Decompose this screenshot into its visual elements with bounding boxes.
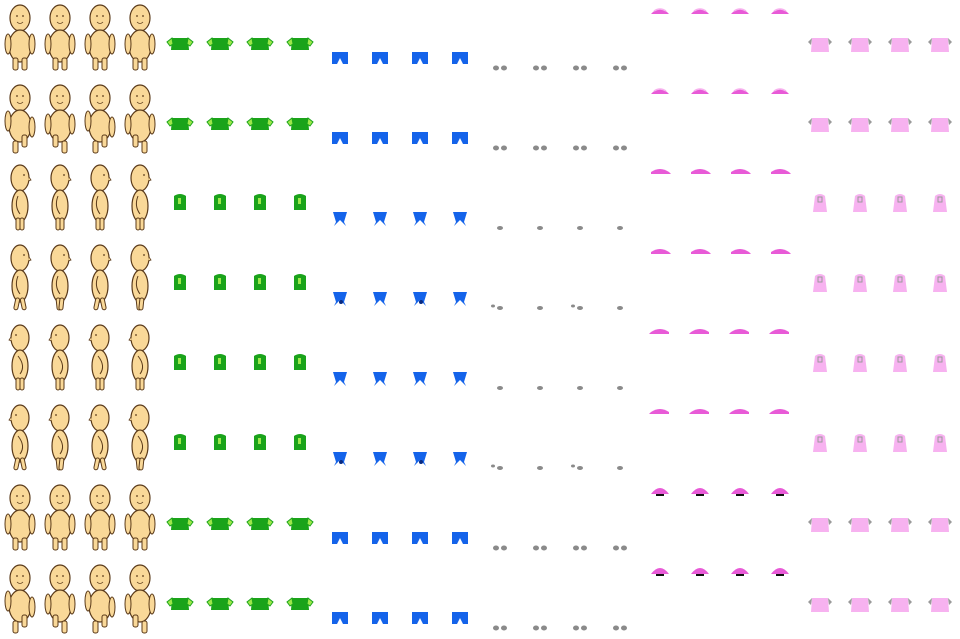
pants-sprite <box>413 372 427 386</box>
hat-sprite <box>651 169 671 174</box>
hat-sprite <box>771 169 791 174</box>
dress-sprite <box>848 598 872 612</box>
shirt-sprite <box>167 518 193 530</box>
dress-sprite <box>853 354 867 372</box>
sprite-row-front-walk <box>5 85 952 153</box>
dress-sprite <box>888 38 912 52</box>
shoes-sprite <box>533 626 547 631</box>
sprite-row-right-walk <box>9 405 947 470</box>
dress-sprite <box>848 118 872 132</box>
body-sprite <box>131 245 151 310</box>
pants-sprite <box>453 452 467 466</box>
pants-sprite <box>452 612 468 624</box>
shoes-sprite <box>493 146 507 151</box>
shirt-sprite <box>247 518 273 530</box>
body-sprite <box>131 165 151 230</box>
shoes-sprite <box>493 626 507 631</box>
body-sprite <box>45 485 75 550</box>
shoes-sprite <box>537 386 543 390</box>
shirt-sprite <box>214 274 226 290</box>
body-sprite <box>51 165 71 230</box>
hat-sprite <box>771 9 789 14</box>
hat-sprite <box>651 249 671 254</box>
sprite-row-left-walk <box>11 245 947 310</box>
dress-sprite <box>808 598 832 612</box>
hat-sprite <box>771 568 789 576</box>
pants-sprite <box>453 212 467 226</box>
sprite-row-back-walk <box>5 565 952 633</box>
body-sprite <box>11 165 31 230</box>
body-sprite <box>5 5 35 70</box>
hat-sprite <box>691 169 711 174</box>
shirt-sprite <box>167 118 193 130</box>
dress-sprite <box>928 38 952 52</box>
pants-sprite <box>332 612 348 624</box>
sprite-row-back-idle <box>5 485 952 551</box>
sprite-row-left-idle <box>11 165 947 230</box>
body-sprite <box>89 405 109 470</box>
shirt-sprite <box>174 434 186 450</box>
shoes-sprite <box>533 66 547 71</box>
pants-sprite <box>373 212 387 226</box>
sprite-row-front-idle <box>5 5 952 71</box>
pants-sprite <box>333 292 347 306</box>
pants-sprite <box>412 132 428 144</box>
hat-sprite <box>691 89 709 94</box>
dress-sprite <box>888 518 912 532</box>
dress-sprite <box>928 118 952 132</box>
pants-sprite <box>453 372 467 386</box>
body-sprite <box>9 405 29 470</box>
shirt-sprite <box>214 434 226 450</box>
shirt-sprite <box>294 274 306 290</box>
hat-sprite <box>651 568 669 576</box>
shoes-sprite <box>497 386 503 390</box>
hat-sprite <box>691 568 709 576</box>
body-sprite <box>5 565 35 633</box>
shirt-sprite <box>214 194 226 210</box>
shirt-sprite <box>287 118 313 130</box>
dress-sprite <box>933 194 947 212</box>
body-sprite <box>129 405 149 470</box>
dress-sprite <box>933 354 947 372</box>
shoes-sprite <box>617 226 623 230</box>
pants-sprite <box>372 52 388 64</box>
shirt-sprite <box>254 274 266 290</box>
hat-sprite <box>731 249 751 254</box>
body-sprite <box>125 485 155 550</box>
hat-sprite <box>649 409 669 414</box>
shoes-sprite <box>571 305 583 311</box>
hat-sprite <box>771 488 789 496</box>
body-sprite <box>85 5 115 70</box>
body-sprite <box>85 565 115 633</box>
dress-sprite <box>813 194 827 212</box>
shirt-sprite <box>294 354 306 370</box>
shoes-sprite <box>533 146 547 151</box>
shirt-sprite <box>174 354 186 370</box>
body-sprite <box>5 85 35 153</box>
dress-sprite <box>853 194 867 212</box>
shoes-sprite <box>577 226 583 230</box>
shoes-sprite <box>491 305 503 311</box>
shirt-sprite <box>254 194 266 210</box>
dress-sprite <box>848 518 872 532</box>
pants-sprite <box>332 532 348 544</box>
hat-sprite <box>769 409 789 414</box>
hat-sprite <box>651 488 669 496</box>
body-sprite <box>45 565 75 633</box>
body-sprite <box>125 5 155 70</box>
dress-sprite <box>888 118 912 132</box>
pants-sprite <box>333 212 347 226</box>
hat-sprite <box>689 329 709 334</box>
shoes-sprite <box>491 465 503 471</box>
shoes-sprite <box>617 386 623 390</box>
shirt-sprite <box>207 518 233 530</box>
shirt-sprite <box>287 38 313 50</box>
shirt-sprite <box>207 38 233 50</box>
shoes-sprite <box>613 146 627 151</box>
pants-sprite <box>332 132 348 144</box>
pants-sprite <box>452 132 468 144</box>
shirt-sprite <box>287 598 313 610</box>
dress-sprite <box>893 354 907 372</box>
shoes-sprite <box>493 546 507 551</box>
shirt-sprite <box>287 518 313 530</box>
pants-sprite <box>372 612 388 624</box>
body-sprite <box>49 325 69 390</box>
hat-sprite <box>651 89 669 94</box>
shoes-sprite <box>571 465 583 471</box>
pants-sprite <box>333 452 347 466</box>
shirt-sprite <box>214 354 226 370</box>
pants-sprite <box>452 532 468 544</box>
pants-sprite <box>333 372 347 386</box>
shirt-sprite <box>167 38 193 50</box>
pants-sprite <box>412 52 428 64</box>
shirt-sprite <box>254 434 266 450</box>
dress-sprite <box>853 434 867 452</box>
body-sprite <box>91 245 111 310</box>
hat-sprite <box>731 568 749 576</box>
dress-sprite <box>933 434 947 452</box>
shirt-sprite <box>294 194 306 210</box>
pants-sprite <box>413 292 427 306</box>
body-sprite <box>85 485 115 550</box>
body-sprite <box>49 405 69 470</box>
pants-sprite <box>453 292 467 306</box>
sprite-row-right-idle <box>9 325 947 390</box>
shirt-sprite <box>167 598 193 610</box>
shoes-sprite <box>497 226 503 230</box>
shirt-sprite <box>247 38 273 50</box>
hat-sprite <box>731 169 751 174</box>
body-sprite <box>91 165 111 230</box>
dress-sprite <box>808 518 832 532</box>
shoes-sprite <box>537 306 543 310</box>
shirt-sprite <box>174 274 186 290</box>
hat-sprite <box>691 9 709 14</box>
pants-sprite <box>412 612 428 624</box>
shirt-sprite <box>247 118 273 130</box>
dress-sprite <box>893 434 907 452</box>
dress-sprite <box>813 434 827 452</box>
dress-sprite <box>933 274 947 292</box>
body-sprite <box>85 85 115 153</box>
pants-sprite <box>373 452 387 466</box>
dress-sprite <box>808 118 832 132</box>
pants-sprite <box>452 52 468 64</box>
pants-sprite <box>412 532 428 544</box>
dress-sprite <box>928 518 952 532</box>
dress-sprite <box>928 598 952 612</box>
pants-sprite <box>373 292 387 306</box>
shoes-sprite <box>613 626 627 631</box>
shoes-sprite <box>537 466 543 470</box>
pants-sprite <box>413 212 427 226</box>
hat-sprite <box>729 329 749 334</box>
hat-sprite <box>731 488 749 496</box>
body-sprite <box>89 325 109 390</box>
dress-sprite <box>848 38 872 52</box>
dress-sprite <box>813 274 827 292</box>
pants-sprite <box>413 452 427 466</box>
shoes-sprite <box>493 66 507 71</box>
shoes-sprite <box>577 386 583 390</box>
shirt-sprite <box>207 118 233 130</box>
shoes-sprite <box>617 466 623 470</box>
shoes-sprite <box>573 146 587 151</box>
shirt-sprite <box>247 598 273 610</box>
pants-sprite <box>372 132 388 144</box>
shoes-sprite <box>617 306 623 310</box>
shoes-sprite <box>537 226 543 230</box>
hat-sprite <box>729 409 749 414</box>
shoes-sprite <box>573 546 587 551</box>
hat-sprite <box>731 9 749 14</box>
hat-sprite <box>771 89 789 94</box>
dress-sprite <box>853 274 867 292</box>
hat-sprite <box>769 329 789 334</box>
hat-sprite <box>649 329 669 334</box>
body-sprite <box>129 325 149 390</box>
shoes-sprite <box>613 66 627 71</box>
body-sprite <box>45 5 75 70</box>
pants-sprite <box>373 372 387 386</box>
shoes-sprite <box>533 546 547 551</box>
shirt-sprite <box>294 434 306 450</box>
pants-sprite <box>332 52 348 64</box>
body-sprite <box>45 85 75 153</box>
pants-sprite <box>372 532 388 544</box>
body-sprite <box>51 245 71 310</box>
hat-sprite <box>691 249 711 254</box>
body-sprite <box>125 565 155 633</box>
body-sprite <box>11 245 31 310</box>
dress-sprite <box>888 598 912 612</box>
shirt-sprite <box>207 598 233 610</box>
shoes-sprite <box>613 546 627 551</box>
shoes-sprite <box>573 626 587 631</box>
dress-sprite <box>893 274 907 292</box>
hat-sprite <box>691 488 709 496</box>
hat-sprite <box>731 89 749 94</box>
hat-sprite <box>689 409 709 414</box>
shirt-sprite <box>254 354 266 370</box>
dress-sprite <box>808 38 832 52</box>
hat-sprite <box>651 9 669 14</box>
dress-sprite <box>893 194 907 212</box>
hat-sprite <box>771 249 791 254</box>
shirt-sprite <box>174 194 186 210</box>
shoes-sprite <box>573 66 587 71</box>
dress-sprite <box>813 354 827 372</box>
body-sprite <box>9 325 29 390</box>
body-sprite <box>125 85 155 153</box>
body-sprite <box>5 485 35 550</box>
